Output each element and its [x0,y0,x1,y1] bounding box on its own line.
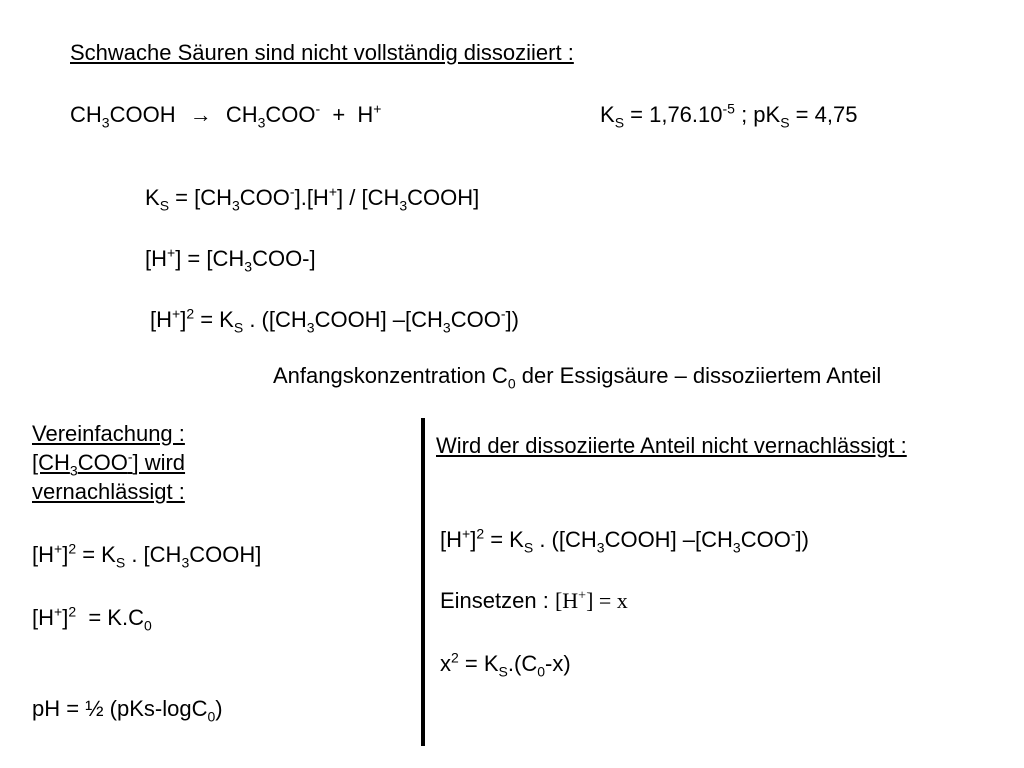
anion-rest: COO [265,102,316,127]
ks-exponent: -5 [722,100,735,117]
eq-part: pH = ½ (pKs-logC [32,696,208,721]
pks-subscript: S [780,114,790,131]
simplification-title: Vereinfachung : [32,421,185,446]
eq-part: .(C [507,651,538,676]
eq-subscript: S [115,554,126,571]
note-part: der Essigsäure – dissoziiertem Anteil [515,363,882,388]
eq-part: . ([CH [533,527,597,552]
eq-part: COOH] –[CH [314,307,443,332]
eq-part: = K [194,307,234,332]
plus-sign: + [332,102,346,127]
eq-part: = K [76,542,116,567]
eq-part: ] [180,307,187,332]
eq-subscript: 0 [537,663,546,680]
acid-constants [600,100,858,131]
simplified-equation-2 [32,603,152,634]
eq-part: ] [470,527,477,552]
eq-part: ] [62,542,69,567]
eq-part: [H [150,307,172,332]
eq-subscript: 3 [596,539,605,556]
reaction-arrow-icon: → [189,102,212,127]
anion-subscript: 3 [257,114,266,131]
eq-part: COO [450,307,501,332]
eq-part: [H [554,588,579,613]
simplification-condition-line2: vernachlässigt : [32,479,185,504]
cond-superscript: - [127,448,133,465]
eq-subscript: 0 [143,617,152,634]
exact-equation-1 [440,525,809,556]
simplification-condition [32,448,186,479]
eq-superscript: 2 [476,525,485,542]
eq-subscript: 3 [399,197,408,214]
acid-ch: CH [70,102,102,127]
eq-part: = K [458,651,499,676]
eq-part: [H [440,527,462,552]
ks-k: K [600,102,615,127]
eq-superscript: + [54,603,63,620]
ph-formula [32,696,223,725]
cond-part: [CH [32,450,70,475]
proton: H [357,102,374,127]
eq-part: ] = x [586,588,628,613]
eq-part: COOH] [189,542,262,567]
eq-superscript: - [289,183,295,200]
eq-part: ) [215,696,223,721]
square-equation [150,305,519,336]
eq-part: -x) [545,651,571,676]
eq-subscript: S [159,197,170,214]
eq-part: . [CH [125,542,182,567]
eq-subscript: S [498,663,508,680]
eq-part: . ([CH [243,307,307,332]
eq-part: COOH] [407,185,480,210]
pks-label: ; pK [734,102,781,127]
eq-part: COO [740,527,791,552]
substitution-line [440,588,628,614]
eq-subscript: 3 [244,258,253,275]
ks-value: = 1,76.10 [624,102,723,127]
substitution-expression [555,588,628,613]
eq-part: ]) [795,527,809,552]
quadratic-equation [440,649,571,680]
proton-charge: + [373,100,382,117]
eq-part: ].[H [294,185,329,210]
eq-part: = K [484,527,524,552]
eq-part: [H [32,542,54,567]
eq-superscript: + [578,588,587,604]
cond-subscript: 3 [69,462,78,479]
eq-subscript: 3 [181,554,190,571]
eq-part: ] [62,605,69,630]
anion-ch: CH [225,102,258,127]
substitution-label: Einsetzen : [440,588,555,613]
eq-superscript: 2 [451,649,459,666]
acid-rest: COOH [109,102,176,127]
eq-superscript: + [462,525,471,542]
eq-part: x [440,651,451,676]
exact-title: Wird der dissoziierte Anteil nicht vernachlässigt : [436,433,907,458]
ks-definition [145,183,480,214]
proton-balance [145,244,316,275]
eq-superscript: + [172,305,181,322]
eq-superscript: + [328,183,338,200]
eq-superscript: 2 [186,305,195,322]
eq-superscript: 2 [68,540,77,557]
eq-part: COOH] –[CH [604,527,733,552]
eq-part: COO-] [252,246,316,271]
eq-subscript: 3 [232,197,240,214]
heading: Schwache Säuren sind nicht vollständig dissoziiert : [70,40,574,65]
eq-part: [H [32,605,54,630]
eq-part: K [145,185,160,210]
cond-part: COO [77,450,128,475]
acid-subscript: 3 [101,114,110,131]
note-part: Anfangskonzentration C [273,363,508,388]
column-divider [421,418,425,746]
eq-superscript: + [54,540,63,557]
eq-subscript: 3 [732,539,741,556]
eq-superscript: - [500,305,506,322]
eq-part: ] = [CH [175,246,245,271]
eq-subscript: 3 [306,319,315,336]
eq-part: [H [145,246,167,271]
anion-charge: - [315,100,321,117]
eq-subscript: 3 [442,319,451,336]
cond-part: ] wird [132,450,186,475]
eq-subscript: S [233,319,244,336]
eq-superscript: - [790,525,796,542]
eq-superscript: 2 [68,603,77,620]
ks-subscript: S [614,114,625,131]
eq-part: COO [239,185,290,210]
concentration-note [273,363,882,392]
eq-part: ] / [CH [337,185,400,210]
note-subscript: 0 [507,375,516,392]
dissociation-equation [70,100,382,131]
pks-value: = 4,75 [789,102,858,127]
eq-superscript: + [167,244,176,261]
eq-subscript: 0 [207,708,216,725]
eq-subscript: S [523,539,534,556]
eq-part: ]) [505,307,519,332]
eq-part: = K.C [76,605,144,630]
eq-part: = [CH [169,185,232,210]
simplified-equation-1 [32,540,262,571]
